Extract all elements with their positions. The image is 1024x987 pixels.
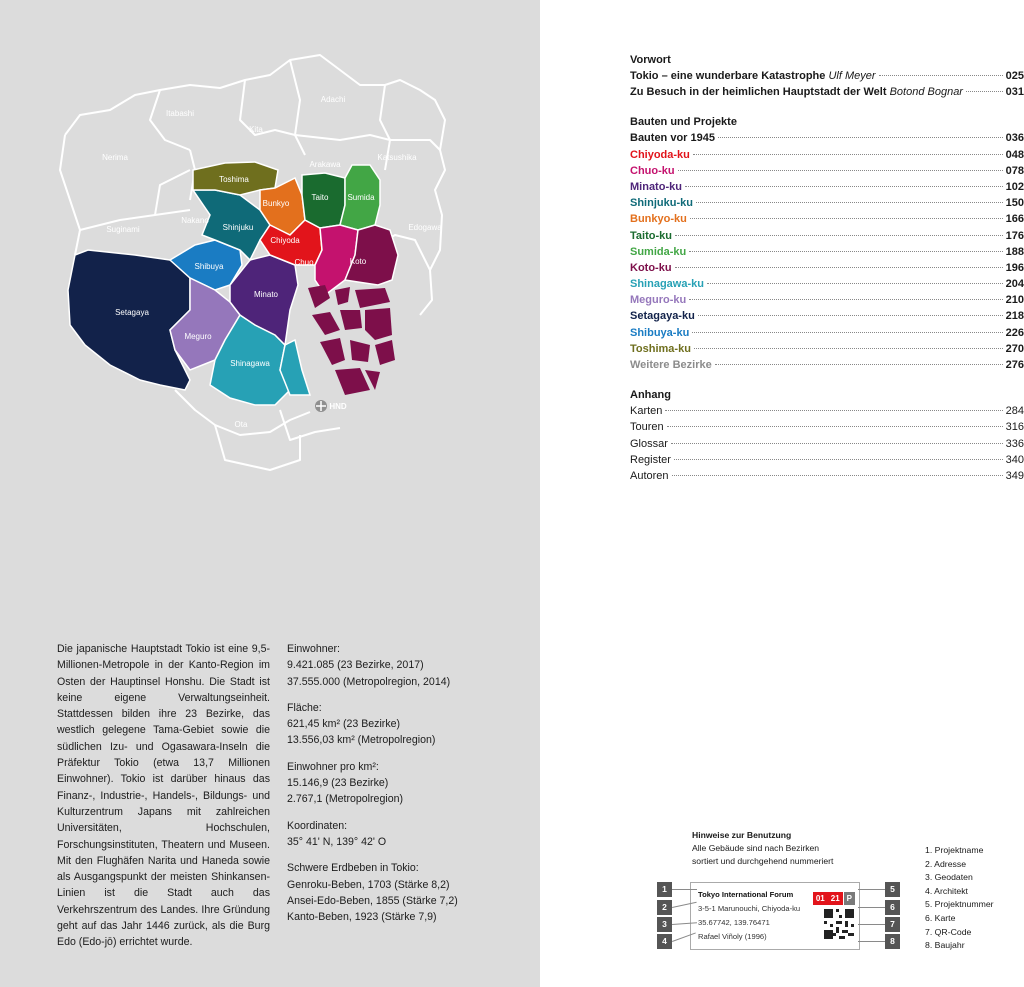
legend-number-box: 6 xyxy=(885,900,900,915)
toc-entry-title xyxy=(630,179,682,195)
label-katsushika: Katsushika xyxy=(377,153,417,162)
toc-entry-title xyxy=(630,228,672,244)
facts-label: Einwohner pro km²: xyxy=(287,760,379,773)
toc-entry-text: Chiyoda-ku xyxy=(630,148,690,161)
toc-entry[interactable] xyxy=(630,276,1024,292)
label-koto: Koto xyxy=(349,257,367,266)
leader-line xyxy=(672,889,697,890)
toc-leader-dots xyxy=(696,202,1003,203)
legend-number-box: 3 xyxy=(657,917,672,932)
label-kita: Kita xyxy=(249,125,263,134)
legend-item: 4. Architekt xyxy=(925,885,968,896)
toc-entry-text: Touren xyxy=(630,421,664,434)
toc-entry-title xyxy=(630,357,712,373)
toc-entry[interactable] xyxy=(630,403,1024,419)
toc-page-number: 048 xyxy=(1005,148,1024,161)
toc-page-number: 196 xyxy=(1005,261,1024,274)
toc-entry-text: Meguro-ku xyxy=(630,294,687,307)
toc-leader-dots xyxy=(678,170,1003,171)
toc-entry[interactable] xyxy=(630,419,1024,435)
toc-entry-text: Minato-ku xyxy=(630,180,682,193)
toc-leader-dots xyxy=(879,75,1003,76)
toc-page-number: 276 xyxy=(1005,359,1024,371)
toc-entry[interactable] xyxy=(630,195,1024,211)
toc-leader-dots xyxy=(671,443,1003,444)
legend-number-box: 4 xyxy=(657,934,672,949)
badge-district: 01 xyxy=(813,892,828,905)
legend-item: 7. QR-Code xyxy=(925,926,972,937)
toc-entry[interactable] xyxy=(630,452,1024,468)
toc-entry[interactable] xyxy=(630,468,1024,484)
facts-line: 9.421.085 (23 Bezirke, 2017) xyxy=(287,659,424,672)
card-geo: 35.67742, 139.76471 xyxy=(698,918,770,927)
toc-entry-text: Taito-ku xyxy=(630,229,672,242)
card-name: Tokyo International Forum xyxy=(698,890,794,899)
toc-entry-text: Karten xyxy=(630,405,663,418)
toc-page-number: 102 xyxy=(1005,180,1024,193)
toc-entry-title xyxy=(630,276,704,292)
label-sumida: Sumida xyxy=(347,193,375,202)
label-shinagawa: Shinagawa xyxy=(230,359,270,368)
legend-item: 5. Projektnummer xyxy=(925,899,994,910)
toc-section-title: Bauten und Projekte xyxy=(630,116,737,129)
legend-item: 6. Karte xyxy=(925,912,956,923)
toc-entry-text: Setagaya-ku xyxy=(630,310,695,323)
toc-page-number: 226 xyxy=(1005,326,1024,339)
toc-entry[interactable] xyxy=(630,163,1024,179)
legend-hint xyxy=(692,829,833,868)
label-meguro: Meguro xyxy=(184,332,212,341)
facts-column xyxy=(287,641,507,935)
legend-number-box: 1 xyxy=(657,882,672,897)
toc-entry[interactable] xyxy=(630,68,1024,84)
facts-label: Einwohner: xyxy=(287,643,340,655)
legend-item: 8. Baujahr xyxy=(925,940,965,951)
toc-leader-dots xyxy=(675,267,1003,268)
leader-line xyxy=(858,941,885,942)
toc-entry[interactable] xyxy=(630,292,1024,308)
toc-leader-dots xyxy=(694,348,1003,349)
legend-items xyxy=(925,844,994,953)
toc-leader-dots xyxy=(693,154,1003,155)
badge-map: P xyxy=(844,892,855,905)
toc-entry-title xyxy=(630,341,691,357)
facts-line: 621,45 km² (23 Bezirke) xyxy=(287,718,401,731)
legend-heading: Hinweise zur Benutzung xyxy=(692,830,792,840)
toc-entry-title xyxy=(630,244,686,260)
facts-label: Koordinaten: xyxy=(287,819,348,832)
label-itabashi: Itabashi xyxy=(165,109,195,118)
toc-entry-text: Shibuya-ku xyxy=(630,326,690,339)
toc-entry-title xyxy=(630,195,693,211)
facts-dichte xyxy=(287,759,507,808)
toc-entry[interactable] xyxy=(630,244,1024,260)
label-nakano: Nakano xyxy=(181,216,209,225)
project-number-badge xyxy=(813,892,855,905)
toc-page-number: 188 xyxy=(1005,245,1024,258)
legend-sub: Alle Gebäude sind nach Bezirken xyxy=(692,843,820,853)
toc-entry-title xyxy=(630,436,668,452)
facts-label: Schwere Erdbeben in Tokio: xyxy=(287,862,419,875)
facts-line: 37.555.000 (Metropolregion, 2014) xyxy=(287,675,451,688)
facts-line: Genroku-Beben, 1703 (Stärke 8,2) xyxy=(287,878,450,891)
intro-text: Die japanische Hauptstadt Tokio ist eine 9,5-Millionen-Metropole in der Kanto-Region im Osten der Hauptinsel Honshu. Die Stadt ist keine eigene Verwaltungseinheit. Stattdessen bilden ihre 23 Bezirke, das westlich gelegene Tama-Gebiet sowie die südlichen Izu- und Ogasawara-Inseln die Präfektur Tokio (etwa 13,7 Millionen Einwohner). Tokio ist darüber hinaus das Finanz-, Industrie-, Handels-, Bildungs- und Kulturzentrum Japans mit zahlreichen Universitäten, Hochschulen, Forschungsinstituten, Theatern und Museen. Mit den Flughäfen Narita und Haneda sowie als Ausgangspunkt der meisten Shinkansen-Linien ist die Stadt auch das Verkehrszentrum des Landes. Ihre Gründung geht auf das Jahr 1446 zurück, als die Burg Edo (Edo-jō) errichtet wurde. xyxy=(57,643,270,949)
toc-page-number: 150 xyxy=(1005,197,1024,210)
toc-entry-text: Tokio – eine wunderbare Katastrophe xyxy=(630,70,826,82)
toc-entry-text: Shinjuku-ku xyxy=(630,197,693,210)
label-chiyoda: Chiyoda xyxy=(270,236,300,245)
label-arakawa: Arakawa xyxy=(309,160,341,169)
toc-entry-title xyxy=(630,84,963,100)
toc-page-number: 316 xyxy=(1005,421,1024,434)
toc-entry-text: Shinagawa-ku xyxy=(630,278,704,291)
toc-page-number: 176 xyxy=(1005,229,1024,242)
toc-page-number: 218 xyxy=(1005,310,1024,323)
card-address: 3-5-1 Marunouchi, Chiyoda-ku xyxy=(698,904,801,913)
toc-entry[interactable] xyxy=(630,130,1024,146)
toc-leader-dots xyxy=(674,459,1003,460)
facts-line: 15.146,9 (23 Bezirke) xyxy=(287,777,389,790)
legend-item: 1. Projektname xyxy=(925,845,984,855)
toc-anhang-list xyxy=(630,403,1024,484)
toc-entry-text: Weitere Bezirke xyxy=(630,359,712,371)
toc-entry[interactable] xyxy=(630,357,1024,373)
toc-entry[interactable] xyxy=(630,325,1024,341)
koto-islands xyxy=(308,285,395,395)
toc-entry-text: Zu Besuch in der heimlichen Hauptstadt der Welt xyxy=(630,86,887,99)
table-of-contents xyxy=(630,52,1024,484)
label-adachi: Adachi xyxy=(320,95,346,104)
toc-entry-title xyxy=(630,68,876,84)
toc-entry-text: Toshima-ku xyxy=(630,342,691,355)
toc-entry-text: Bauten vor 1945 xyxy=(630,132,715,145)
label-edogawa: Edogawa xyxy=(408,223,442,232)
toc-page-number: 349 xyxy=(1005,469,1024,482)
toc-entry-title xyxy=(630,292,686,308)
label-ota: Ota xyxy=(234,420,248,429)
label-shibuya: Shibuya xyxy=(194,262,224,271)
toc-entry-text: Sumida-ku xyxy=(630,245,687,258)
toc-page-number: 078 xyxy=(1005,164,1024,177)
legend-item: 3. Geodaten xyxy=(925,872,973,883)
toc-entry-text: Bunkyo-ku xyxy=(630,213,687,226)
facts-flaeche xyxy=(287,700,507,749)
toc-page-number: 270 xyxy=(1005,342,1024,355)
toc-entry-author: Botond Bognar xyxy=(889,86,963,99)
card-architect: Rafael Viñoly (1996) xyxy=(698,932,767,941)
toc-entry-text: Autoren xyxy=(630,469,669,482)
toc-page-number: 204 xyxy=(1005,278,1024,291)
label-setagaya: Setagaya xyxy=(115,308,149,317)
toc-entry-title xyxy=(630,163,675,179)
toc-leader-dots xyxy=(715,364,1003,365)
label-shinjuku: Shinjuku xyxy=(222,223,254,232)
toc-leader-dots xyxy=(707,283,1003,284)
toc-entry[interactable] xyxy=(630,179,1024,195)
toc-leader-dots xyxy=(685,186,1003,187)
legend-sub: sortiert und durchgehend nummeriert xyxy=(692,856,834,866)
toc-leader-dots xyxy=(689,299,1002,300)
label-chuo: Chuo xyxy=(294,258,314,267)
leader-line xyxy=(858,907,885,908)
toc-page-number: 031 xyxy=(1005,86,1024,99)
toc-entry-title xyxy=(630,130,715,146)
legend-number-box: 2 xyxy=(657,900,672,915)
facts-koordinaten xyxy=(287,818,507,851)
facts-line: 35° 41' N, 139° 42' O xyxy=(287,835,387,848)
toc-section-title: Vorwort xyxy=(630,54,671,66)
label-toshima: Toshima xyxy=(219,175,249,184)
toc-entry[interactable] xyxy=(630,147,1024,163)
facts-beben xyxy=(287,860,507,925)
toc-leader-dots xyxy=(689,251,1002,252)
district-setagaya[interactable] xyxy=(68,250,190,390)
toc-entry[interactable] xyxy=(630,341,1024,357)
toc-page-number: 340 xyxy=(1005,453,1024,466)
facts-line: Ansei-Edo-Beben, 1855 (Stärke 7,2) xyxy=(287,894,458,907)
toc-entry[interactable] xyxy=(630,211,1024,227)
toc-leader-dots xyxy=(966,91,1003,92)
toc-leader-dots xyxy=(675,235,1003,236)
facts-line: Kanto-Beben, 1923 (Stärke 7,9) xyxy=(287,911,437,924)
toc-entry-text: Chuo-ku xyxy=(630,164,675,177)
legend-item: 2. Adresse xyxy=(925,858,967,869)
toc-page-number: 284 xyxy=(1005,405,1024,418)
legend-number-box: 5 xyxy=(885,882,900,897)
toc-entry-title xyxy=(630,403,662,419)
toc-entry-text: Glossar xyxy=(630,437,668,450)
toc-page-number: 166 xyxy=(1005,213,1024,226)
sample-entry-card xyxy=(690,882,860,950)
toc-entry[interactable] xyxy=(630,228,1024,244)
facts-einwohner xyxy=(287,641,507,690)
legend-number-box: 8 xyxy=(885,934,900,949)
label-hnd: HND xyxy=(329,402,347,411)
tokyo-district-map xyxy=(40,40,510,480)
toc-entry-author: Ulf Meyer xyxy=(828,70,876,82)
label-minato: Minato xyxy=(253,290,279,299)
qr-code-icon xyxy=(824,909,854,939)
facts-line: 2.767,1 (Metropolregion) xyxy=(287,793,404,806)
toc-leader-dots xyxy=(718,137,1003,138)
toc-entry-title xyxy=(630,468,669,484)
toc-page-number: 336 xyxy=(1005,437,1024,450)
toc-page-number: 036 xyxy=(1005,132,1024,145)
toc-vorwort-list xyxy=(630,68,1024,100)
toc-entry-title xyxy=(630,325,689,341)
toc-page-number: 210 xyxy=(1005,294,1024,307)
leader-line xyxy=(858,889,885,890)
toc-entry-title xyxy=(630,308,695,324)
toc-entry-title xyxy=(630,452,671,468)
toc-page-number: 025 xyxy=(1005,70,1024,82)
label-taito: Taito xyxy=(311,193,329,202)
toc-entry[interactable] xyxy=(630,436,1024,452)
label-nerima: Nerima xyxy=(102,153,128,162)
facts-line: 13.556,03 km² (Metropolregion) xyxy=(287,734,436,747)
toc-entry-text: Koto-ku xyxy=(630,261,672,274)
facts-label: Fläche: xyxy=(287,701,322,714)
toc-leader-dots xyxy=(665,410,1002,411)
toc-entry[interactable] xyxy=(630,84,1024,100)
toc-entry-title xyxy=(630,211,687,227)
toc-section-title: Anhang xyxy=(630,389,671,402)
toc-leader-dots xyxy=(690,218,1003,219)
toc-bauten-list xyxy=(630,130,1024,373)
label-suginami: Suginami xyxy=(106,225,140,234)
label-bunkyo: Bunkyo xyxy=(262,199,290,208)
badge-number: 21 xyxy=(828,892,843,905)
toc-leader-dots xyxy=(698,315,1003,316)
toc-leader-dots xyxy=(672,475,1003,476)
toc-entry-title xyxy=(630,260,672,276)
toc-entry-title xyxy=(630,147,690,163)
toc-leader-dots xyxy=(667,426,1003,427)
toc-entry-title xyxy=(630,419,664,435)
toc-leader-dots xyxy=(692,332,1002,333)
toc-entry-text: Register xyxy=(630,453,671,466)
right-page xyxy=(540,0,1024,987)
toc-entry[interactable] xyxy=(630,260,1024,276)
legend-number-box: 7 xyxy=(885,917,900,932)
leader-line xyxy=(858,924,885,925)
toc-entry[interactable] xyxy=(630,308,1024,324)
